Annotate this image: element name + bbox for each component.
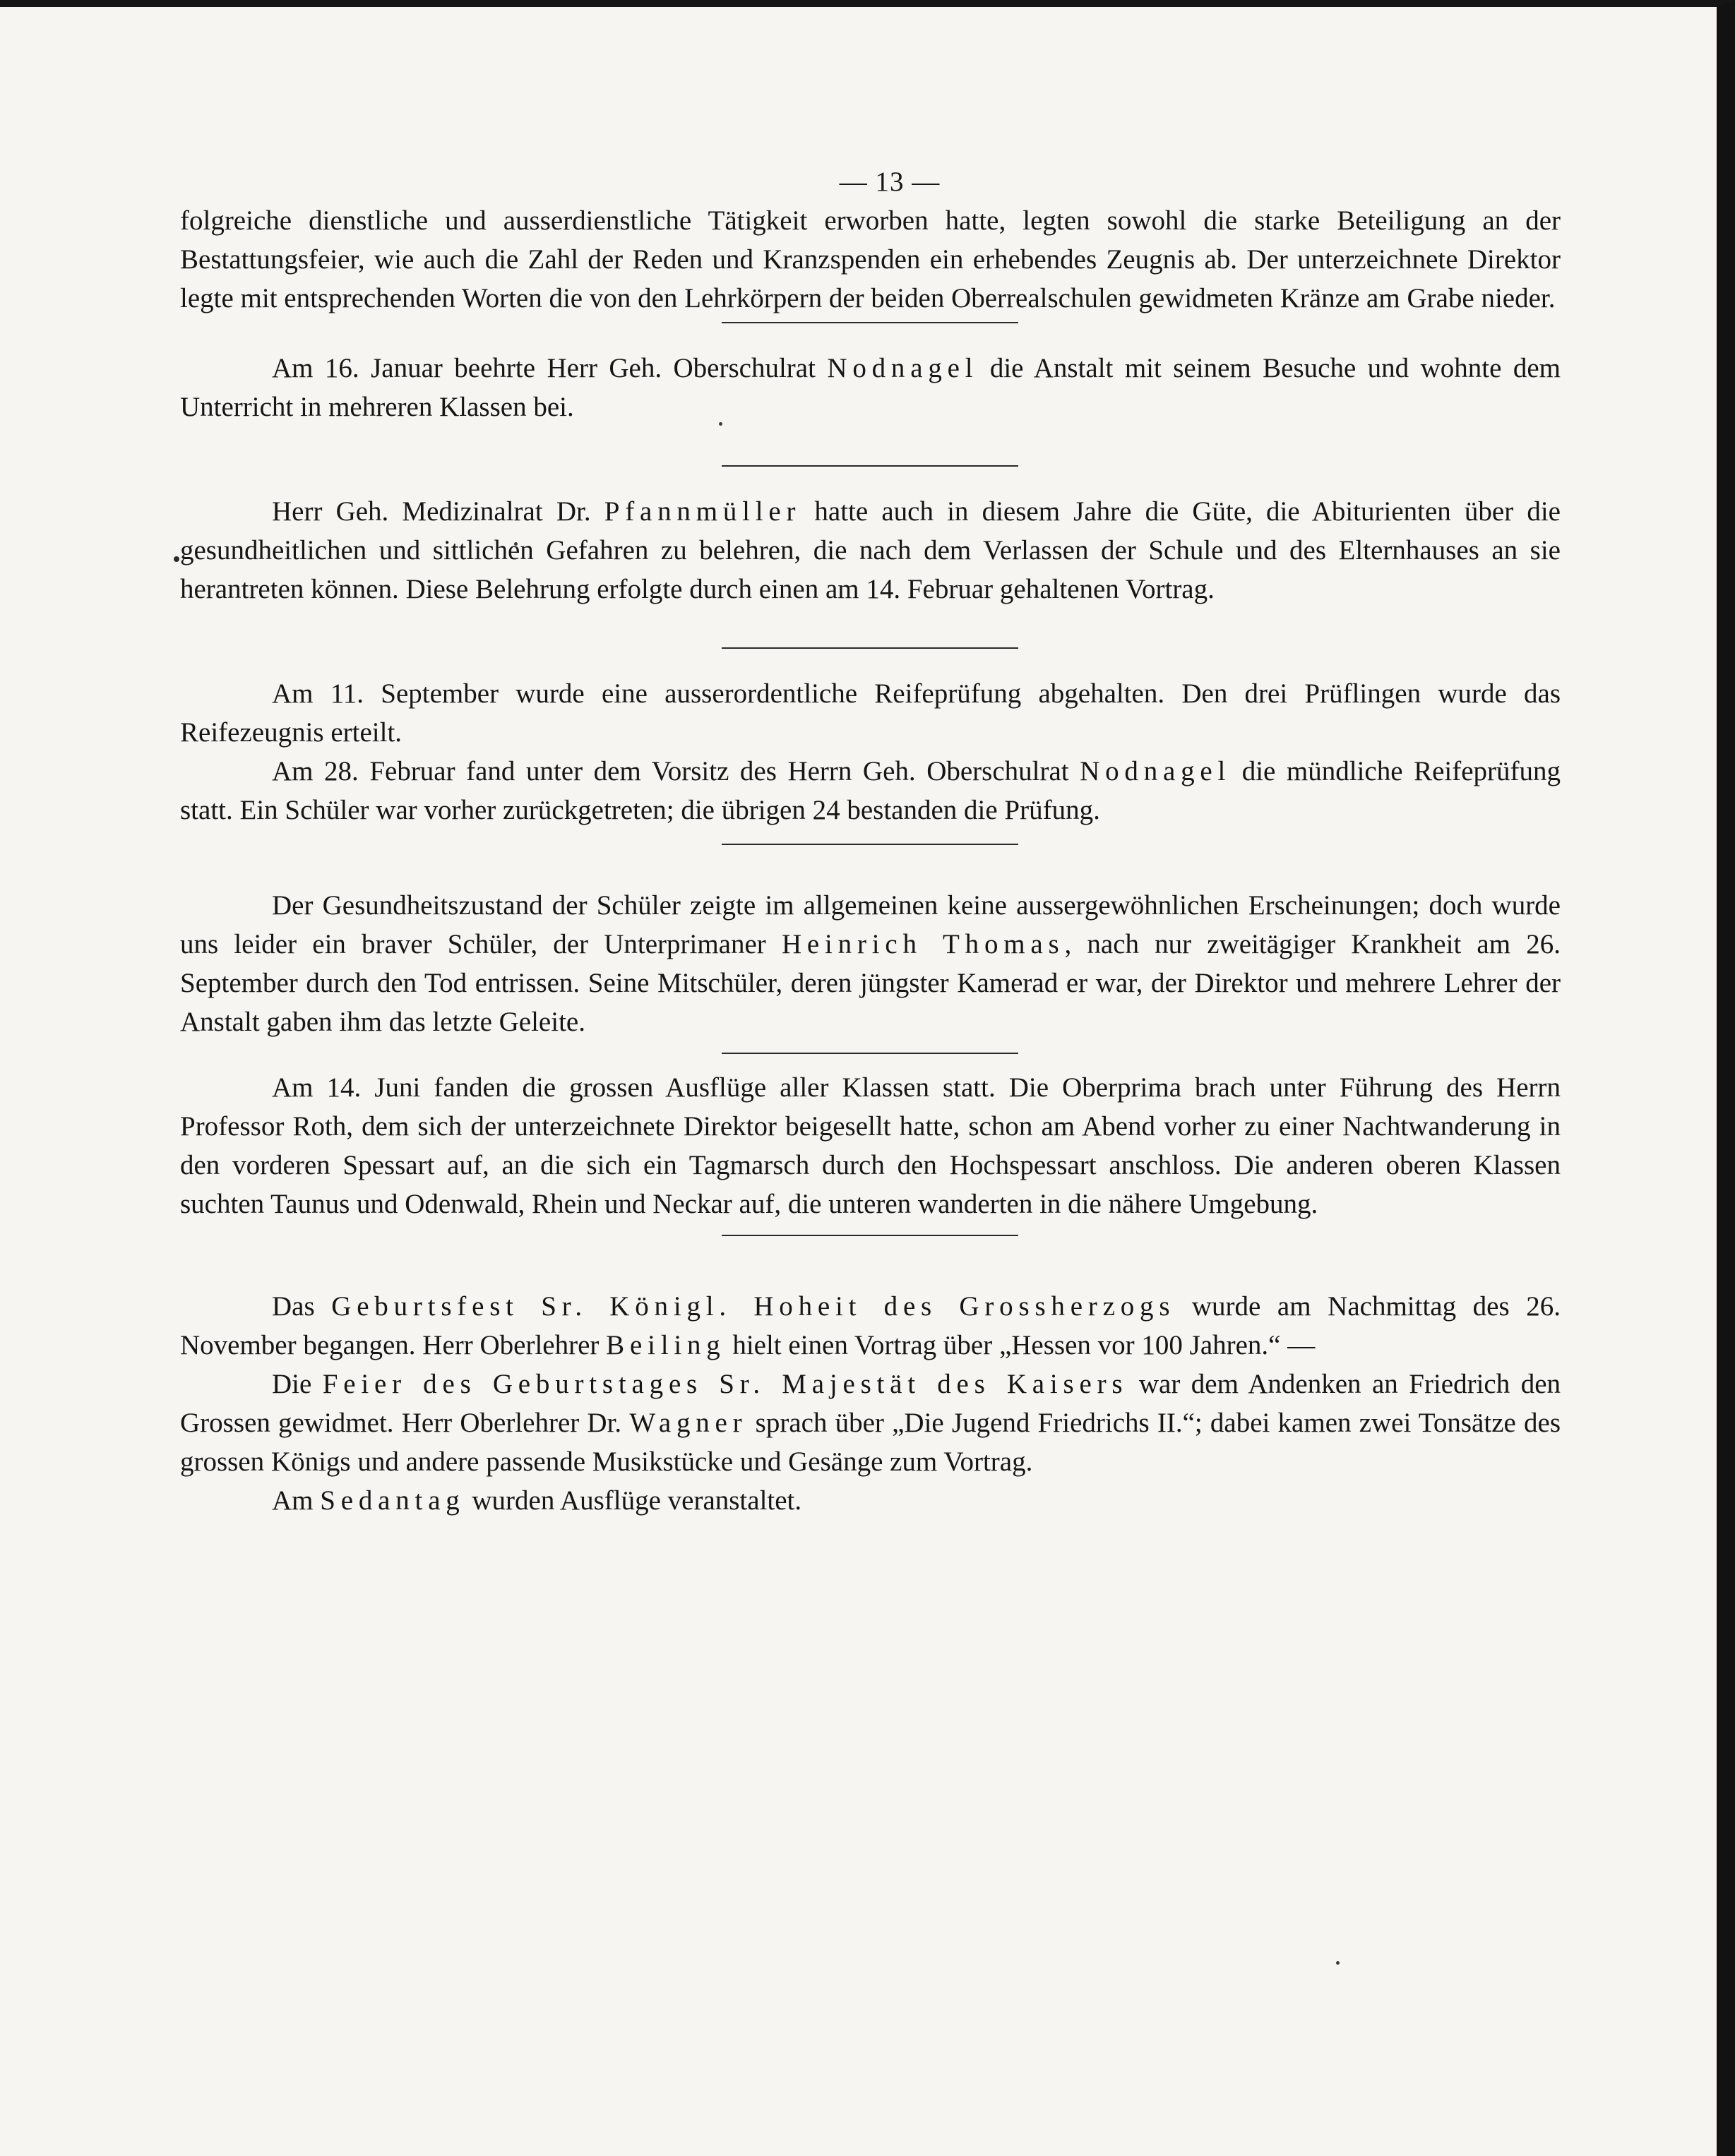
person-name: Wagner (629, 1408, 748, 1438)
section-separator (722, 1235, 1018, 1236)
text-run: , nach nur zweitägiger Krankheit am 26. September durch den Tod entrissen. Seine Mitschüler, deren jüngster Kamerad er war, der Direktor und mehrere Lehrer der Anstalt gaben ihm das letzte Geleite. (180, 929, 1561, 1037)
spaced-emphasis: Geburtsfest Sr. Königl. Hoheit des Grossherzogs (331, 1291, 1176, 1322)
person-name: Nodnagel (1080, 756, 1232, 786)
section-separator (722, 322, 1018, 323)
text-run: Am 28. Februar fand unter dem Vorsitz des Herrn Geh. Oberschulrat (272, 756, 1080, 786)
text-run: wurde am Nachmittag des 26. November begangen. Herr Oberlehrer (180, 1291, 1561, 1360)
paragraph-sedan-day (180, 1481, 1561, 1520)
text-run: wurden Ausflüge veranstaltet. (465, 1485, 802, 1516)
paragraph-lecture (180, 492, 1561, 609)
ink-dot (1336, 1961, 1340, 1965)
text-run: Am 14. Juni fanden die grossen Ausflüge aller Klassen statt. Die Oberprima brach unter Führung des Herrn Professor Roth, dem sich der unterzeichnete Direktor beigesellt hatte, schon am Abend vorher zu einer Nachtwanderung in den vorderen Spessart auf, an die sich ein Tagmarsch durch den Hochspessart anschloss. Die anderen oberen Klassen suchten Taunus und Odenwald, Rhein und Neckar auf, die unteren wanderten in die nähere Umgebung. (180, 1072, 1561, 1219)
paragraph-funeral (180, 201, 1561, 318)
text-run: Das (272, 1291, 332, 1322)
person-name: Pfannmüller (604, 496, 801, 527)
person-name: Heinrich Thomas (781, 929, 1065, 959)
page-text (180, 162, 1561, 1520)
text-run: hatte auch in diesem Jahre die Güte, die Abiturienten über die gesundheitlichen und sittlichen Gefahren zu belehren, die nach dem Verlassen der Schule und des Elternhauses an sie herantreten können. Diese Belehrung erfolgte durch einen am 14. Februar gehaltenen Vortrag. (180, 496, 1561, 604)
text-run: war dem Andenken an Friedrich den Grossen gewidmet. Herr Oberlehrer Dr. (180, 1369, 1561, 1438)
section-separator (722, 1053, 1018, 1054)
section-separator (722, 647, 1018, 649)
paragraph-extra-exam (180, 674, 1561, 752)
text-run: die mündliche Reifeprüfung statt. Ein Schüler war vorher zurückgetreten; die übrigen 24 bestanden die Prüfung. (180, 756, 1561, 825)
person-name: Nodnagel (827, 353, 979, 383)
paragraph-oral-exam (180, 752, 1561, 830)
text-run: hielt einen Vortrag über „Hessen vor 100 Jahren.“ — (725, 1330, 1316, 1360)
text-run: Die (272, 1369, 323, 1399)
section-separator (722, 844, 1018, 845)
text-run: Am 16. Januar beehrte Herr Geh. Oberschulrat (272, 353, 828, 383)
text-run: folgreiche dienstliche und ausserdienstliche Tätigkeit erworben hatte, legten sowohl die starke Beteiligung an der Bestattungsfeier, wie auch die Zahl der Reden und Kranzspenden ein erhebendes Zeugnis ab. Der unterzeichnete Direktor legte mit entsprechenden Worten die von den Lehrkörpern der beiden Oberrealschulen gewidmeten Kränze am Grabe nieder. (180, 205, 1561, 313)
paragraph-visit (180, 349, 1561, 426)
paragraph-health (180, 886, 1561, 1041)
text-run: Am 11. September wurde eine ausserordentliche Reifeprüfung abgehalten. Den drei Prüflingen wurde das Reifezeugnis erteilt. (180, 678, 1561, 748)
text-run: Der Gesundheitszustand der Schüler zeigte im allgemeinen keine aussergewöhnlichen Erscheinungen; doch wurde uns leider ein braver Schüler, der Unterprimaner (180, 890, 1561, 959)
text-run: die Anstalt mit seinem Besuche und wohnte dem Unterricht in mehreren Klassen bei. (180, 353, 1561, 422)
section-separator (722, 465, 1018, 467)
paragraph-excursions (180, 1068, 1561, 1223)
paragraph-emperor (180, 1365, 1561, 1481)
paragraph-grand-duke (180, 1287, 1561, 1365)
spaced-emphasis: Sedantag (320, 1485, 465, 1516)
spaced-emphasis: Feier des Geburtstages Sr. Majestät des Kaisers (322, 1369, 1128, 1399)
text-run: sprach über „Die Jugend Friedrichs II.“; dabei kamen zwei Tonsätze des grossen Königs und andere passende Musikstücke und Gesänge zum Vortrag. (180, 1408, 1561, 1477)
ink-dot (174, 556, 179, 562)
text-run: Am (272, 1485, 321, 1516)
text-run: Herr Geh. Medizinalrat Dr. (272, 496, 604, 527)
page-number: — 13 — (839, 167, 941, 197)
person-name: Beiling (606, 1330, 726, 1360)
